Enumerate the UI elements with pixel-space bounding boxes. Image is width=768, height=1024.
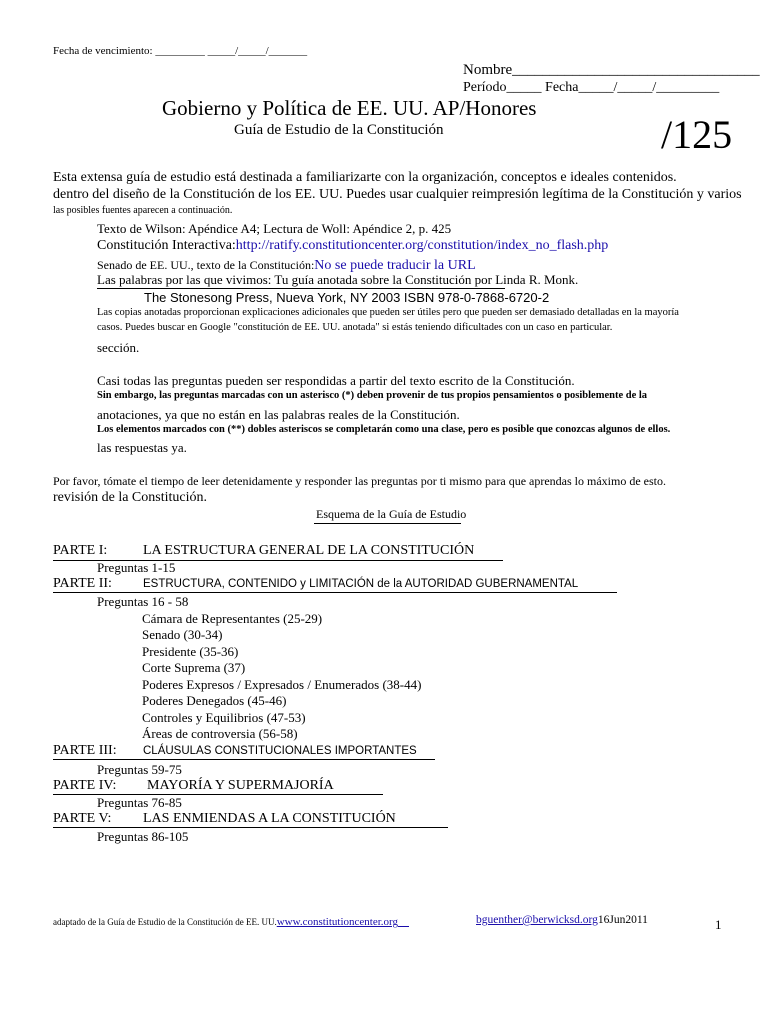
part-2-item: Poderes Expresos / Expresados / Enumerados (38-44): [142, 677, 422, 692]
part-1-title: LA ESTRUCTURA GENERAL DE LA CONSTITUCIÓN: [143, 543, 475, 558]
footer-adapted-text: adaptado de la Guía de Estudio de la Constitución de EE. UU.: [53, 917, 277, 927]
outline-heading: Esquema de la Guía de Estudio: [316, 507, 467, 521]
part-3-label: PARTE III:: [53, 743, 117, 758]
annotated-line-2: casos. Puedes buscar en Google "constitución de EE. UU. anotada" si estás teniendo dificultades con un caso en particular.: [97, 322, 613, 333]
part-5-heading: [53, 811, 396, 827]
senate-link[interactable]: No se puede traducir la URL: [314, 258, 476, 273]
interactive-label: Constitución Interactiva:: [97, 238, 236, 253]
part-2-underline: [53, 592, 617, 593]
part-2-item: Presidente (35-36): [142, 644, 239, 659]
due-date-line: Fecha de vencimiento: _________ _____/_____/_______: [53, 45, 308, 57]
part-4-label: PARTE IV:: [53, 778, 117, 793]
note-line-3: anotaciones, ya que no están en las palabras reales de la Constitución.: [97, 407, 460, 422]
annotated-line-3: sección.: [97, 340, 140, 355]
footer-contact: [476, 914, 648, 926]
score-total: /125: [661, 112, 733, 157]
page-title: Gobierno y Política de EE. UU. AP/Honores: [162, 96, 537, 120]
part-2-label: PARTE II:: [53, 576, 112, 591]
part-4-heading: [53, 778, 334, 794]
part-2-item: Áreas de controversia (56-58): [142, 726, 298, 741]
period-date-line: Período_____ Fecha_____/_____/_________: [463, 80, 720, 95]
monk-underline: [97, 288, 505, 289]
part-2-item: Corte Suprema (37): [142, 660, 246, 675]
part-5-title: LAS ENMIENDAS A LA CONSTITUCIÓN: [143, 811, 396, 826]
part-2-heading: [53, 576, 578, 592]
part-2-item: Poderes Denegados (45-46): [142, 693, 287, 708]
name-line: Nombre_________________________________: [463, 62, 760, 78]
footer-site-link[interactable]: www.constitutioncenter.org: [276, 916, 398, 928]
part-1-label: PARTE I:: [53, 543, 108, 558]
wilson-source: Texto de Wilson: Apéndice A4; Lectura de Woll: Apéndice 2, p. 425: [97, 221, 452, 236]
note-line-1: Casi todas las preguntas pueden ser respondidas a partir del texto escrito de la Constitución.: [97, 373, 575, 388]
outline-heading-underline: [314, 523, 461, 524]
footer-adapted: [53, 916, 409, 928]
part-2-item: Cámara de Representantes (25-29): [142, 611, 323, 626]
note-line-4: Los elementos marcados con (**) dobles asteriscos se completarán como una clase, pero es posible que conozcas algunos de ellos.: [97, 424, 671, 435]
senate-label: Senado de EE. UU., texto de la Constitución:: [97, 258, 315, 272]
intro-line-3: las posibles fuentes aparecen a continuación.: [53, 205, 233, 216]
monk-source: Las palabras por las que vivimos: Tu guía anotada sobre la Constitución por Linda R. Monk.: [97, 272, 579, 287]
part-3-title: CLÁUSULAS CONSTITUCIONALES IMPORTANTES: [143, 745, 417, 757]
part-3-questions: Preguntas 59-75: [97, 762, 182, 777]
footer-email-link[interactable]: bguenther@berwicksd.org: [476, 914, 598, 926]
please-line-1: Por favor, tómate el tiempo de leer detenidamente y responder las preguntas por ti mismo para que aprendas lo máximo de esto.: [53, 474, 666, 488]
note-line-5: las respuestas ya.: [97, 440, 187, 455]
part-2-questions: Preguntas 16 - 58: [97, 594, 189, 609]
annotated-line-1: Las copias anotadas proporcionan explicaciones adicionales que pueden ser útiles pero que pueden ser demasiado detalladas en la mayoría: [97, 307, 679, 318]
part-4-questions: Preguntas 76-85: [97, 795, 182, 810]
note-line-2: Sin embargo, las preguntas marcadas con un asterisco (*) deben provenir de tus propios pensamientos o posiblemente de la: [97, 390, 648, 401]
please-line-2: revisión de la Constitución.: [53, 490, 207, 505]
part-2-title: ESTRUCTURA, CONTENIDO y LIMITACIÓN de la AUTORIDAD GUBERNAMENTAL: [143, 578, 579, 590]
footer-date: 16Jun2011: [597, 914, 648, 926]
page-number: 1: [715, 917, 722, 932]
part-3-underline: [53, 759, 435, 760]
intro-line-2: dentro del diseño de la Constitución de los EE. UU. Puedes usar cualquier reimpresión legítima de la Constitución y varios: [53, 187, 742, 202]
part-5-label: PARTE V:: [53, 811, 112, 826]
part-1-heading: [53, 543, 474, 559]
part-5-questions: Preguntas 86-105: [97, 829, 189, 844]
part-4-title: MAYORÍA Y SUPERMAJORÍA: [147, 778, 334, 793]
part-2-item: Controles y Equilibrios (47-53): [142, 710, 306, 725]
part-5-underline: [53, 827, 448, 828]
interactive-source: [97, 238, 608, 254]
page-subtitle: Guía de Estudio de la Constitución: [234, 122, 444, 138]
part-3-heading: [53, 743, 417, 759]
press-line: The Stonesong Press, Nueva York, NY 2003 ISBN 978-0-7868-6720-2: [144, 290, 550, 305]
part-2-item: Senado (30-34): [142, 627, 223, 642]
interactive-link[interactable]: http://ratify.constitutioncenter.org/constitution/index_no_flash.php: [235, 238, 609, 253]
part-1-questions: Preguntas 1-15: [97, 560, 176, 575]
intro-line-1: Esta extensa guía de estudio está destinada a familiarizarte con la organización, conceptos e ideales contenidos.: [53, 170, 677, 185]
